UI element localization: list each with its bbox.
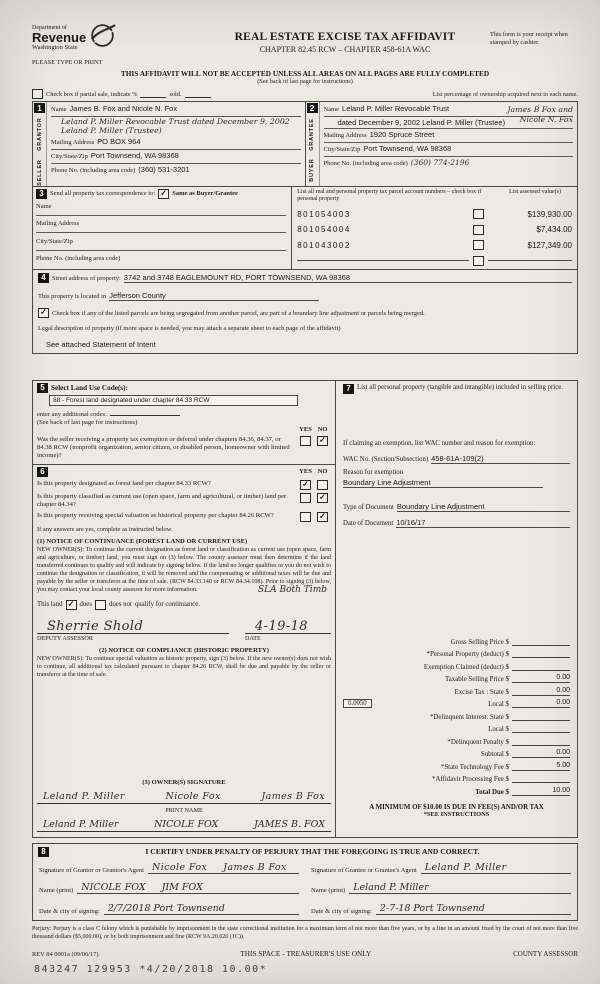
personal-property-checkbox[interactable] bbox=[473, 209, 484, 219]
signature-rule bbox=[37, 830, 331, 832]
no-header: NO bbox=[317, 425, 328, 433]
grantor-date-line[interactable] bbox=[104, 903, 299, 915]
tax-computation-block bbox=[343, 633, 570, 796]
grantor-signature: Nicole Fox bbox=[152, 861, 208, 873]
deputy-assessor-label: DEPUTY ASSESSOR bbox=[37, 635, 93, 643]
does-not-label: does not bbox=[108, 600, 132, 608]
owner-signature[interactable]: Leland P. Miller bbox=[43, 790, 125, 802]
seller-city-field[interactable] bbox=[51, 150, 301, 164]
checkbox-mark: ✓ bbox=[319, 435, 326, 445]
spacer bbox=[37, 679, 331, 774]
ownership-percent-line[interactable] bbox=[185, 90, 211, 98]
buyer-phone-value: (360) 774-2196 bbox=[410, 158, 470, 167]
exemption-tax-section bbox=[336, 380, 578, 838]
title-block bbox=[200, 22, 490, 66]
parties-row bbox=[32, 101, 578, 187]
grantor-print-name: JIM FOX bbox=[161, 882, 203, 894]
segregated-checkbox-mark: ✓ bbox=[40, 307, 47, 317]
money-label: Subtotal $ bbox=[480, 751, 509, 759]
grantor-name-print-label: Name (print) bbox=[39, 887, 74, 895]
forest-land-question: Is this property designated as forest land per chapter 84.33 RCW? bbox=[37, 479, 211, 487]
agency-block bbox=[32, 22, 200, 66]
deputy-date-value[interactable]: 4-19-18 bbox=[255, 619, 308, 635]
owner-print-name[interactable]: NICOLE FOX bbox=[154, 818, 219, 830]
money-value[interactable] bbox=[512, 724, 570, 733]
buyer-phone-label: Phone No. (including area code) bbox=[323, 160, 408, 167]
forest-land-question-row bbox=[37, 480, 331, 490]
grantee-date-value: 2-7-18 Port Townsend bbox=[379, 902, 485, 914]
section-4-badge: 4 bbox=[38, 273, 49, 283]
seller-city-value: Port Townsend, WA 98368 bbox=[90, 150, 179, 160]
owners-signatures bbox=[37, 786, 331, 802]
does-not-qualify-checkbox[interactable] bbox=[95, 600, 106, 610]
seller-name-value: James B. Fox and Nicole N. Fox bbox=[69, 104, 178, 113]
seller-mailing-value: PO BOX 964 bbox=[97, 136, 141, 146]
buyer-name-value-2: dated December 9, 2002 Leland P. Miller (Trustee) bbox=[324, 117, 574, 129]
money-value[interactable]: 0.00 bbox=[512, 687, 570, 696]
seller-handwritten-trustee: Leland P. Miller (Trustee) bbox=[61, 126, 162, 136]
grantee-print-name: Leland P. Miller bbox=[353, 882, 429, 894]
correspondence-city-field[interactable] bbox=[36, 237, 286, 251]
assessed-value[interactable] bbox=[488, 260, 572, 261]
yes-header: YES bbox=[299, 468, 312, 476]
buyer-fields bbox=[320, 102, 578, 186]
seller-mailing-field[interactable] bbox=[51, 136, 301, 150]
signature-rule bbox=[37, 802, 331, 804]
receipt-note: This form is your receipt when stamped by cashier. bbox=[490, 31, 568, 47]
legal-description-label: Legal description of property (if more space is needed, you may attach a separate sheet to each page of the affidavit) bbox=[38, 325, 341, 333]
seller-fields bbox=[47, 102, 305, 186]
money-row-gross bbox=[343, 637, 570, 646]
personal-property-label: List all personal property (tangible and intangible) included in selling price. bbox=[357, 383, 563, 391]
checkbox-mark: ✓ bbox=[67, 599, 75, 609]
forest-yes-checkbox[interactable] bbox=[300, 480, 311, 490]
partial-sale-checkbox[interactable] bbox=[32, 89, 43, 99]
money-value[interactable]: 10.00 bbox=[512, 787, 570, 796]
parcel-list-block bbox=[292, 187, 577, 269]
segregated-checkbox[interactable] bbox=[38, 308, 49, 318]
exemption-question: Was the seller receiving a property tax exemption or deferral under chapters 84.36, 84.37, or 84.38 RCW (nonprofit organization, senior citizen, or disabled person, homeowner with limited income)? bbox=[37, 435, 290, 460]
owner-signature[interactable]: James B Fox bbox=[261, 790, 325, 802]
cashier-stamp: 843247 129953 *4/20/2018 10.00* bbox=[34, 964, 268, 975]
money-value[interactable] bbox=[512, 774, 570, 783]
money-label: Exemption Claimed (deduct) $ bbox=[423, 663, 509, 671]
grantee-name-print-label: Name (print) bbox=[311, 887, 346, 895]
land-use-title: Select Land Use Code(s): bbox=[51, 383, 128, 392]
does-label: does bbox=[79, 600, 92, 608]
yes-no-header bbox=[297, 468, 331, 475]
certification-section bbox=[32, 843, 578, 921]
certification-header bbox=[33, 844, 577, 858]
owner-signature[interactable]: Nicole Fox bbox=[165, 790, 221, 802]
correspondence-name-label: Name bbox=[36, 203, 52, 211]
current-use-question-row bbox=[37, 493, 331, 509]
type-of-document-value[interactable]: Boundary Line Adjustment bbox=[397, 502, 570, 512]
historic-question: Is this property receiving special valuation as historical property per chapter 84.26 RCW? bbox=[37, 511, 274, 519]
section-8-badge: 8 bbox=[38, 847, 49, 857]
notice-continuance-body: NEW OWNER(S): To continue the current designation as forest land or classification as current use (open space, farm and agriculture, or timber) land, you must sign on (3) below. The county assessor must then determine if the land transferred continues to qualify and will indicate by signing below. If the land no longer qualifies or you do not wish to continue the designation or classification, it will be removed and the compensating or additional taxes will be due and payable by the seller or transferor at the time of sale. (RCW 84.33.140 or RCW 84.34.108). Prior to signing (3) below, you may contact your local county assessor for more information. bbox=[37, 546, 331, 594]
this-land-label: This land bbox=[37, 600, 63, 608]
section-2-badge: 2 bbox=[307, 103, 318, 113]
partial-sale-row bbox=[32, 89, 578, 99]
signature-columns bbox=[33, 858, 577, 920]
grantor-print-name: NICOLE FOX bbox=[81, 882, 146, 894]
parcel-row bbox=[297, 208, 572, 220]
legal-description-value: See attached Statement of Intent bbox=[46, 339, 156, 349]
money-row-delinquent-interest-state bbox=[343, 712, 570, 721]
please-type-or-print-label: PLEASE TYPE OR PRINT bbox=[32, 59, 103, 66]
grantee-signature-line[interactable] bbox=[421, 862, 571, 874]
yes-header: YES bbox=[299, 425, 312, 433]
assessor-handwritten-note: SLA Both Timb bbox=[258, 585, 327, 596]
buyer-city-field[interactable] bbox=[324, 143, 574, 157]
form-header bbox=[32, 22, 578, 66]
exemption-no-checkbox[interactable] bbox=[317, 436, 328, 446]
spacer bbox=[343, 488, 570, 502]
current-use-question: Is this property classified as current use (open space, farm and agricultural, or timber) land per chapter 84.34? bbox=[37, 492, 287, 508]
no-header: NO bbox=[317, 468, 328, 476]
land-use-code-section bbox=[33, 381, 335, 465]
money-value[interactable]: 0.00 bbox=[512, 674, 570, 683]
money-label: *State Technology Fee $ bbox=[440, 763, 509, 771]
qualify-label: qualify for continuance. bbox=[134, 600, 200, 608]
checkbox-mark: ✓ bbox=[319, 492, 326, 502]
money-value[interactable] bbox=[512, 662, 570, 671]
buyer-city-label: City/State/Zip bbox=[323, 146, 361, 153]
date-of-document-value[interactable]: 10/16/17 bbox=[396, 518, 570, 528]
date-label: DATE bbox=[245, 635, 261, 643]
left-column bbox=[32, 380, 336, 838]
treasurer-use-label: THIS SPACE - TREASURER'S USE ONLY bbox=[240, 948, 372, 958]
see-back-note: (See back of last page for instructions) bbox=[257, 78, 353, 85]
located-in-label: This property is located in bbox=[38, 292, 107, 300]
money-label: *Personal Property (deduct) $ bbox=[426, 651, 509, 659]
money-row-excise-state bbox=[343, 687, 570, 696]
money-row-processing-fee bbox=[343, 774, 570, 783]
buyer-section bbox=[305, 102, 578, 186]
money-value[interactable] bbox=[512, 649, 570, 658]
section-7-badge: 7 bbox=[343, 384, 354, 394]
money-label: *Delinquent Interest: State $ bbox=[429, 713, 509, 721]
personal-property-checkbox[interactable] bbox=[473, 256, 484, 266]
send-correspondence-label: Send all property tax correspondence to: bbox=[50, 190, 156, 198]
deputy-assessor-row bbox=[37, 619, 331, 642]
see-back-note-2: (See back of last page for instructions) bbox=[37, 418, 138, 426]
money-row-taxable bbox=[343, 674, 570, 683]
date-of-document-label: Date of Document bbox=[343, 520, 394, 528]
grantee-signature-block bbox=[305, 858, 577, 920]
seller-mailing-label: Mailing Address bbox=[51, 138, 95, 146]
same-as-buyer-checkbox[interactable] bbox=[158, 189, 169, 199]
current-use-yes-checkbox[interactable] bbox=[300, 493, 311, 503]
seller-label: SELLER bbox=[36, 159, 43, 186]
grantor-date-value: 2/7/2018 Port Townsend bbox=[107, 902, 225, 914]
deputy-date-block bbox=[245, 619, 331, 642]
seller-handwritten-trust: Leland P. Miller Revocable Trust dated December 9, 2002 bbox=[61, 117, 290, 126]
owners-print-names bbox=[37, 814, 331, 830]
signature-rule bbox=[37, 632, 229, 634]
print-name-label: PRINT NAME bbox=[165, 806, 203, 814]
local-rate-box: 0.0050 bbox=[343, 699, 372, 708]
spacer bbox=[343, 394, 570, 440]
property-location-section bbox=[32, 270, 578, 354]
money-value[interactable] bbox=[512, 637, 570, 646]
buyer-phone-field[interactable] bbox=[324, 157, 574, 170]
correspondence-phone-label: Phone No. (including area code) bbox=[36, 254, 121, 262]
form-title: REAL ESTATE EXCISE TAX AFFIDAVIT bbox=[234, 31, 456, 43]
signature-rule bbox=[245, 632, 331, 634]
section-6-badge: 6 bbox=[37, 467, 48, 477]
forest-land-section bbox=[33, 465, 335, 837]
grantor-signature-label: Signature of Grantor or Grantor's Agent bbox=[39, 866, 145, 874]
historic-question-row bbox=[37, 512, 331, 522]
grantee-signature: Leland P. Miller bbox=[424, 861, 507, 873]
seller-city-label: City/State/Zip bbox=[51, 152, 88, 160]
grantor-signature: James B Fox bbox=[223, 861, 287, 873]
section-1-badge: 1 bbox=[34, 103, 45, 113]
perjury-notice: Perjury: Perjury is a class C felony which is punishable by imprisonment in the state correctional institution for a maximum term of not more than five years, or by a fine in an amount fixed by the court of not more than five thousand dollars ($5,000.00), or by both imprisonment and fine (RCW 9A.20.020 (1C)). bbox=[32, 925, 578, 940]
buyer-name-label: Name bbox=[323, 106, 340, 113]
parcel-number: 801043002 bbox=[297, 240, 351, 250]
money-label: Gross Selling Price $ bbox=[450, 638, 509, 646]
footer-row bbox=[32, 949, 578, 958]
parcel-number: 801054004 bbox=[297, 225, 351, 235]
money-value[interactable] bbox=[512, 737, 570, 746]
money-row-tech-fee bbox=[343, 762, 570, 771]
grantee-date-line[interactable] bbox=[376, 903, 571, 915]
money-value[interactable]: 0.00 bbox=[512, 699, 570, 708]
dept-of-label: Department of bbox=[32, 24, 67, 31]
buyer-mailing-label: Mailing Address bbox=[323, 132, 367, 139]
partial-percent-line[interactable] bbox=[140, 90, 166, 98]
county-value[interactable]: Jefferson County bbox=[109, 291, 319, 301]
reason-exemption-value[interactable]: Boundary Line Adjustment bbox=[343, 478, 543, 488]
notice-compliance-body: NEW OWNER(S): To continue special valuation as historic property, sign (3) below. If the new owner(s) does not wish to continue, all additional tax calculated pursuant to chapter 84.26 RCW, shall be due and payable by the seller or transferor at the time of sale. bbox=[37, 656, 331, 679]
money-row-delinquent-penalty bbox=[343, 737, 570, 746]
continuance-line bbox=[37, 600, 331, 610]
money-value[interactable]: 0.00 bbox=[512, 749, 570, 758]
rev-form-number: REV 84 0001a (09/06/17) bbox=[32, 950, 99, 958]
historic-yes-checkbox[interactable] bbox=[300, 512, 311, 522]
correspondence-mailing-label: Mailing Address bbox=[36, 220, 80, 228]
money-label: Local $ bbox=[488, 726, 509, 734]
does-qualify-checkbox[interactable] bbox=[66, 600, 77, 610]
seller-strip bbox=[33, 102, 47, 186]
mid-columns bbox=[32, 380, 578, 838]
segregated-text: Check box if any of the listed parcels are being segregated from another parcel, are part of a boundary line adjustment or parcels being merged. bbox=[52, 309, 425, 317]
money-label: *Delinquent Penalty $ bbox=[447, 738, 509, 746]
parcel-row bbox=[297, 224, 572, 236]
grantee-signature-label: Signature of Grantee or Grantee's Agent bbox=[311, 866, 417, 874]
grantor-signature-block bbox=[33, 858, 305, 920]
money-label: Excise Tax : State $ bbox=[454, 688, 509, 696]
partial-sale-label: Check box if partial sale, indicate % bbox=[46, 90, 138, 98]
seller-phone-value: (360) 531-3201 bbox=[138, 164, 190, 174]
money-label: Taxable Selling Price $ bbox=[444, 676, 509, 684]
grantee-label: GRANTEE bbox=[309, 118, 315, 151]
same-as-buyer-label: Same as Buyer/Grantee bbox=[172, 190, 238, 198]
buyer-name-value: Leland P. Miller Revocable Trust bbox=[342, 104, 450, 113]
money-label: Local $ bbox=[488, 701, 509, 709]
washington-state-label: Washington State bbox=[32, 44, 78, 52]
dor-swoosh-logo-icon bbox=[89, 22, 116, 54]
yes-no-header bbox=[37, 426, 331, 433]
current-use-no-checkbox[interactable] bbox=[317, 493, 328, 503]
assessed-value: $139,930.00 bbox=[527, 209, 572, 219]
see-instructions-note: *SEE INSTRUCTIONS bbox=[423, 810, 490, 818]
grantee-name-print-line[interactable] bbox=[349, 882, 571, 894]
spacer bbox=[343, 529, 570, 627]
parcel-number[interactable] bbox=[297, 260, 469, 261]
buyer-city-value: Port Townsend, WA 98368 bbox=[363, 144, 452, 153]
money-row-excise-local bbox=[343, 699, 570, 708]
street-address-label: Street address of property: bbox=[52, 275, 121, 283]
buyer-side-label bbox=[309, 118, 315, 182]
money-row-subtotal bbox=[343, 749, 570, 758]
personal-property-checkbox[interactable] bbox=[473, 240, 484, 250]
seller-section bbox=[33, 102, 305, 186]
county-assessor-label: COUNTY ASSESSOR bbox=[513, 949, 578, 958]
exemption-question-row bbox=[37, 436, 331, 461]
money-label: Total Due $ bbox=[475, 788, 509, 796]
parcel-numbers-header: List all real and personal property tax parcel account numbers – check box if personal property bbox=[297, 188, 482, 203]
grantor-name-print-line[interactable] bbox=[77, 882, 299, 894]
parcel-row bbox=[297, 239, 572, 251]
certification-text: I CERTIFY UNDER PENALTY OF PERJURY THAT THE FOREGOING IS TRUE AND CORRECT. bbox=[145, 847, 480, 857]
ownership-note: List percentage of ownership acquired next to each name. bbox=[432, 90, 578, 98]
correspondence-block bbox=[33, 187, 292, 269]
grantee-date-label: Date & city of signing: bbox=[311, 907, 372, 915]
reason-exemption-label: Reason for exemption bbox=[343, 469, 404, 477]
if-yes-note: If any answers are yes, complete as instructed below. bbox=[37, 525, 173, 533]
parcel-list-header bbox=[297, 187, 572, 205]
money-row-exemption-claimed bbox=[343, 662, 570, 671]
buyer-mailing-field[interactable] bbox=[324, 129, 574, 143]
notice-compliance-title: (2) NOTICE OF COMPLIANCE (HISTORIC PROPERTY) bbox=[99, 647, 269, 655]
section-5-badge: 5 bbox=[37, 383, 48, 393]
grantor-label: GRANTOR bbox=[36, 118, 43, 152]
street-address-value[interactable]: 3742 and 3748 EAGLEMOUNT RD, PORT TOWNSEND, WA 98368 bbox=[124, 273, 572, 283]
buyer-handwritten-names bbox=[507, 105, 573, 124]
money-value[interactable] bbox=[512, 712, 570, 721]
buyer-strip bbox=[306, 102, 320, 186]
agency-wordmark bbox=[32, 25, 86, 52]
deputy-signature-block bbox=[37, 619, 229, 642]
parcel-row bbox=[297, 255, 572, 267]
type-of-document-label: Type of Document bbox=[343, 504, 394, 512]
parcel-number: 801054003 bbox=[297, 209, 351, 219]
buyer-handwritten-line1: James B Fox and bbox=[507, 105, 573, 114]
wac-label: WAC No. (Section/Subsection) bbox=[343, 455, 429, 463]
correspondence-mailing-field[interactable] bbox=[36, 219, 286, 233]
exemption-intro-label: If claiming an exemption, list WAC number and reason for exemption: bbox=[343, 439, 536, 447]
correspondence-name-field[interactable] bbox=[36, 202, 286, 216]
assessed-values-header: List assessed value(s) bbox=[509, 188, 561, 195]
additional-codes-label: enter any additional codes: bbox=[37, 410, 107, 418]
wac-value[interactable]: 458-61A-109(2) bbox=[431, 454, 570, 464]
checkbox-mark: ✓ bbox=[302, 479, 309, 489]
money-row-total-due bbox=[343, 787, 570, 796]
form-chapter-line: CHAPTER 82.45 RCW – CHAPTER 458-61A WAC bbox=[259, 45, 431, 54]
owners-signature-title: (3) OWNER(S) SIGNATURE bbox=[142, 778, 226, 786]
notice-continuance-title: (1) NOTICE OF CONTINUANCE (FOREST LAND OR CURRENT USE) bbox=[37, 537, 248, 545]
revenue-wordmark: Revenue bbox=[32, 29, 87, 45]
forest-no-checkbox[interactable] bbox=[317, 480, 328, 490]
additional-codes-line[interactable] bbox=[110, 408, 180, 416]
checkbox-mark: ✓ bbox=[319, 511, 326, 521]
seller-phone-field[interactable] bbox=[51, 164, 301, 177]
sold-label: sold. bbox=[169, 90, 182, 98]
owner-print-name[interactable]: JAMES B. FOX bbox=[254, 818, 325, 830]
land-use-code-value[interactable]: 88 - Forest land designated under chapter 84.33 RCW bbox=[49, 395, 298, 406]
assessed-value: $127,349.00 bbox=[527, 240, 572, 250]
seller-name-label: Name bbox=[51, 106, 67, 113]
seller-name-field[interactable] bbox=[51, 103, 301, 117]
correspondence-city-label: City/State/Zip bbox=[36, 237, 73, 245]
buyer-label: BUYER bbox=[309, 158, 315, 182]
money-label: *Affidavit Processing Fee $ bbox=[432, 776, 509, 784]
seller-side-label bbox=[37, 118, 43, 186]
same-as-buyer-checkbox-mark: ✓ bbox=[160, 188, 168, 198]
personal-property-checkbox[interactable] bbox=[473, 225, 484, 235]
assessed-value: $7,434.00 bbox=[536, 225, 572, 235]
money-value[interactable]: 5.00 bbox=[512, 762, 570, 771]
owner-print-name[interactable]: Leland P. Miller bbox=[43, 818, 119, 830]
minimum-due-note: A MINIMUM OF $10.00 IS DUE IN FEE(S) AND/OR TAX bbox=[369, 803, 544, 811]
section-3-badge: 3 bbox=[36, 189, 47, 199]
grantor-signature-line[interactable] bbox=[148, 862, 299, 874]
grantor-date-label: Date & city of signing: bbox=[39, 907, 100, 915]
buyer-mailing-value: 1920 Spruce Street bbox=[369, 130, 435, 139]
tax-correspondence-section bbox=[32, 187, 578, 270]
seller-phone-label: Phone No. (including area code) bbox=[51, 166, 136, 174]
exemption-yes-checkbox[interactable] bbox=[300, 436, 311, 446]
deputy-assessor-signature[interactable]: Sherrie Shold bbox=[47, 619, 144, 635]
buyer-handwritten-line2: Nicole N. Fox bbox=[519, 114, 573, 124]
correspondence-phone-field[interactable] bbox=[36, 254, 286, 267]
money-row-delinquent-interest-local bbox=[343, 724, 570, 733]
money-row-personal-property bbox=[343, 649, 570, 658]
acceptance-warning: THIS AFFIDAVIT WILL NOT BE ACCEPTED UNLESS ALL AREAS ON ALL PAGES ARE FULLY COMPLETED bbox=[120, 69, 490, 78]
historic-no-checkbox[interactable] bbox=[317, 512, 328, 522]
